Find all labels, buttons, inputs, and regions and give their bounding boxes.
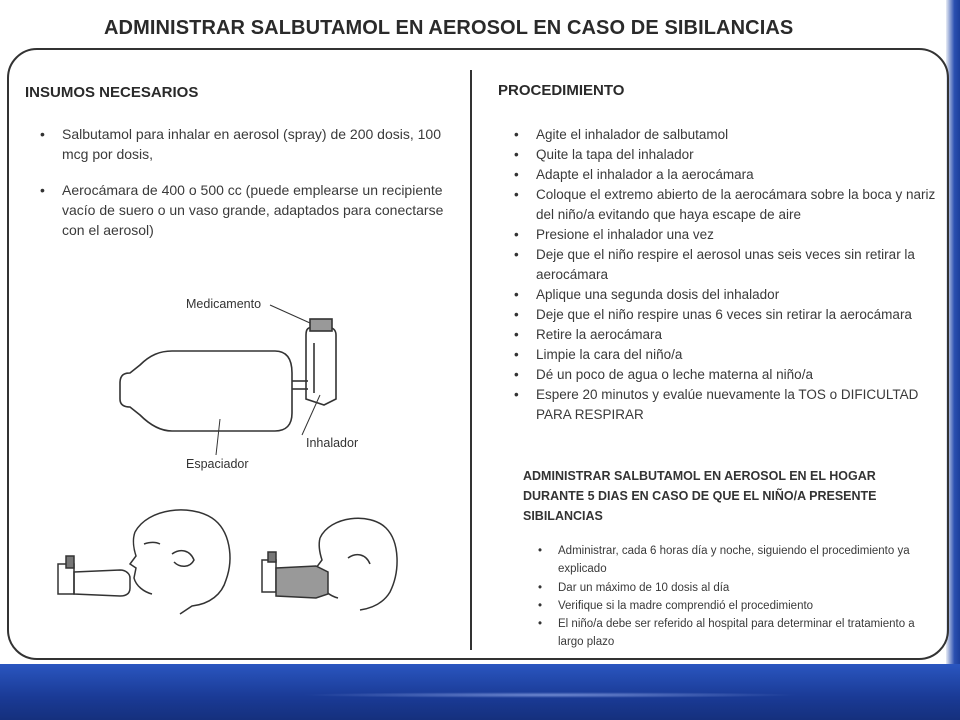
inhaler-drawing [306,319,336,405]
spacer-inhaler-right [262,552,328,598]
child-profile-right [316,518,397,610]
procedure-step: • Deje que el niño respire unas 6 veces sin retirar la aerocámara [536,305,936,325]
procedure-step: • Espere 20 minutos y evalúe nuevamente la TOS o DIFICULTAD PARA RESPIRAR [536,385,936,425]
label-inhaler: Inhalador [306,436,359,450]
home-item: • El niño/a debe ser referido al hospital para determinar el tratamiento a largo plazo [558,615,938,652]
procedure-step: • Quite la tapa del inhalador [536,145,936,165]
procedure-list [536,125,936,425]
home-heading: ADMINISTRAR SALBUTAMOL EN AEROSOL EN EL HOGAR DURANTE 5 DIAS EN CASO DE QUE EL NIÑO/A PRESENTE SIBILANCIAS [523,469,877,523]
procedure-step: • Aplique una segunda dosis del inhalador [536,285,936,305]
slide-background-streak [300,692,800,698]
supplies-item: • Aerocámara de 400 o 500 cc (puede emplearse un recipiente vacío de suero o un vaso grande, adaptados para conectarse con el aerosol) [62,180,462,240]
column-divider [470,70,472,650]
home-item: • Dar un máximo de 10 dosis al día [558,579,938,597]
spacer-inhaler-diagram [110,295,360,465]
procedure-step: • Adapte el inhalador a la aerocámara [536,165,936,185]
document-title: ADMINISTRAR SALBUTAMOL EN AEROSOL EN CASO DE SIBILANCIAS [104,17,794,39]
supplies-heading: INSUMOS NECESARIOS [25,84,199,101]
procedure-step: • Coloque el extremo abierto de la aerocámara sobre la boca y nariz del niño/a evitando que haya escape de aire [536,185,936,225]
procedure-step: • Retire la aerocámara [536,325,936,345]
procedure-step: • Deje que el niño respire el aerosol unas seis veces sin retirar la aerocámara [536,245,936,285]
supplies-item: • Salbutamol para inhalar en aerosol (spray) de 200 dosis, 100 mcg por dosis, [62,124,462,164]
supplies-list [62,124,462,256]
procedure-heading: PROCEDIMIENTO [498,82,625,99]
procedure-step: • Limpie la cara del niño/a [536,345,936,365]
procedure-step: • Agite el inhalador de salbutamol [536,125,936,145]
home-list [558,542,938,652]
spacer-inhaler-left [58,556,130,596]
child-profile-left [130,510,230,614]
home-item: • Administrar, cada 6 horas día y noche, siguiendo el procedimiento ya explicado [558,542,938,579]
diagram-leader-lines [216,305,320,455]
label-spacer: Espaciador [186,457,249,471]
child-using-inhaler-illustration [40,498,440,618]
procedure-step: • Presione el inhalador una vez [536,225,936,245]
label-medication: Medicamento [186,297,262,311]
spacer-chamber-drawing [120,351,308,431]
home-item: • Verifique si la madre comprendió el procedimiento [558,597,938,615]
procedure-step: • Dé un poco de agua o leche materna al niño/a [536,365,936,385]
